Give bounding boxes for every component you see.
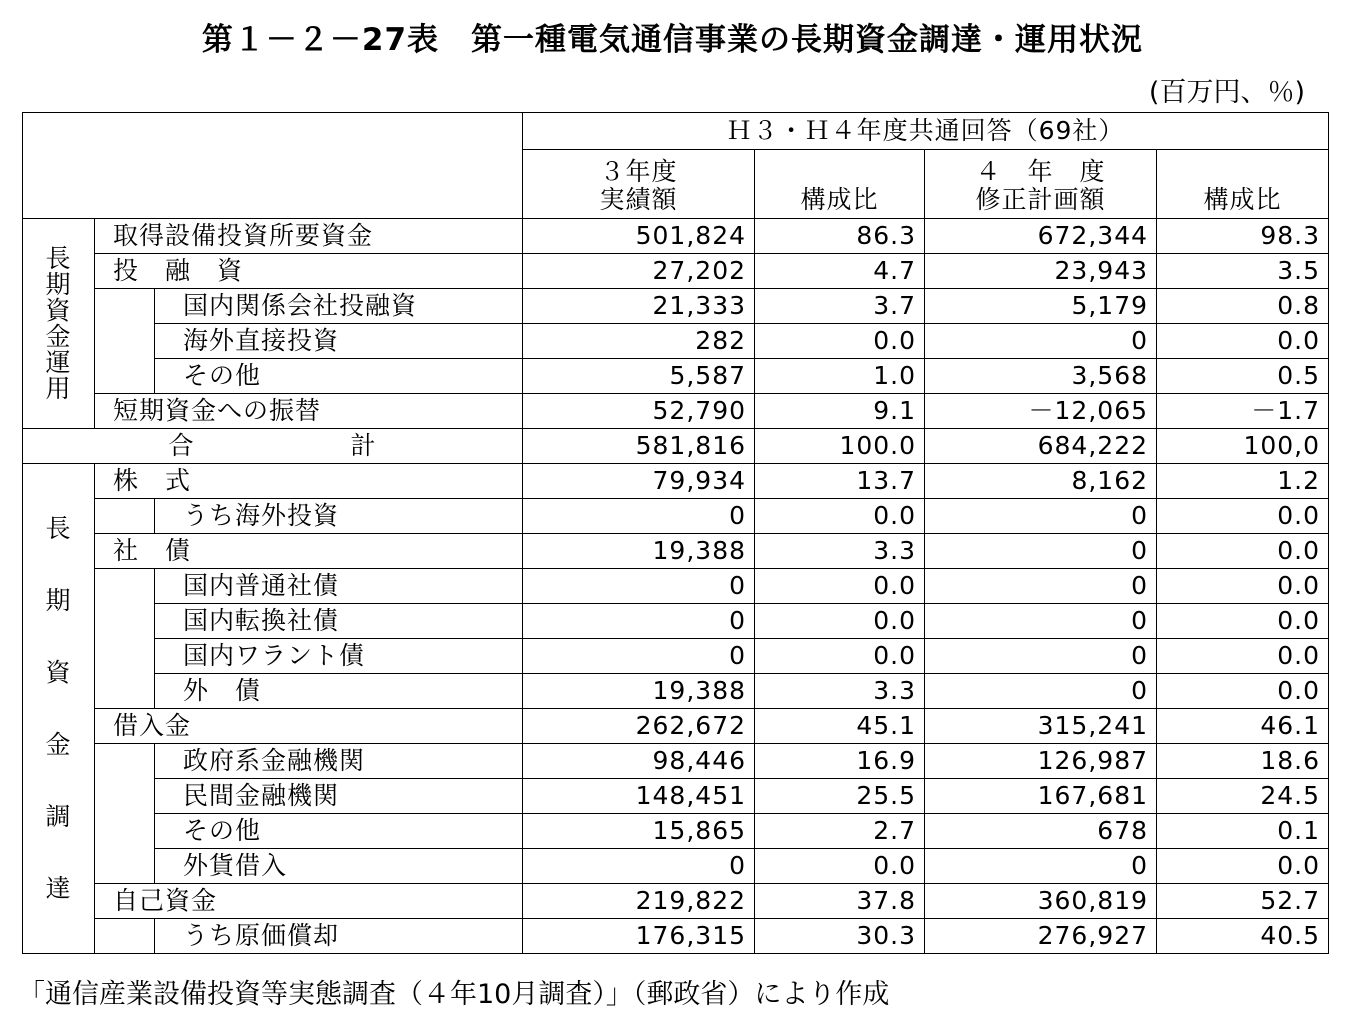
row-label: 自己資金 <box>95 884 523 919</box>
cell-value: 501,824 <box>523 219 755 254</box>
cell-value: 0 <box>925 639 1157 674</box>
funding-table <box>22 112 1329 954</box>
section-unyou-label: 長期資金運用 <box>23 219 95 429</box>
cell-ratio: 0.0 <box>755 604 925 639</box>
cell-value: 5,587 <box>523 359 755 394</box>
cell-ratio: 37.8 <box>755 884 925 919</box>
cell-ratio: 100,0 <box>1157 429 1329 464</box>
cell-value: 176,315 <box>523 919 755 954</box>
header-group: Ｈ３・Ｈ４年度共通回答（69社） <box>523 113 1329 150</box>
total-row <box>23 429 1329 464</box>
table-row <box>23 254 1329 289</box>
cell-value: 581,816 <box>523 429 755 464</box>
indent-cell <box>95 499 155 534</box>
section-chotatsu-label: 長 期 資 金 調 達 <box>23 464 95 954</box>
table-row <box>23 919 1329 954</box>
cell-ratio: 0.0 <box>1157 849 1329 884</box>
cell-ratio: 2.7 <box>755 814 925 849</box>
row-label: 社 債 <box>95 534 523 569</box>
table-row <box>23 849 1329 884</box>
cell-ratio: 4.7 <box>755 254 925 289</box>
table-row <box>23 639 1329 674</box>
table-row <box>23 709 1329 744</box>
cell-ratio: 13.7 <box>755 464 925 499</box>
cell-value: 148,451 <box>523 779 755 814</box>
cell-ratio: 3.3 <box>755 674 925 709</box>
indent-cell <box>95 569 155 709</box>
indent-cell <box>95 919 155 954</box>
cell-ratio: 0.0 <box>1157 499 1329 534</box>
cell-value: 0 <box>523 499 755 534</box>
row-label: 国内ワラント債 <box>155 639 523 674</box>
cell-value: 5,179 <box>925 289 1157 324</box>
header-col3: ４ 年 度 修正計画額 <box>925 150 1157 219</box>
cell-value: 360,819 <box>925 884 1157 919</box>
table-row <box>23 604 1329 639</box>
cell-value: 8,162 <box>925 464 1157 499</box>
cell-value: 0 <box>523 849 755 884</box>
cell-value: 0 <box>523 604 755 639</box>
cell-ratio: 0.0 <box>1157 569 1329 604</box>
table-row <box>23 219 1329 254</box>
cell-ratio: 1.0 <box>755 359 925 394</box>
row-label: 海外直接投資 <box>155 324 523 359</box>
cell-value: 0 <box>925 534 1157 569</box>
table-row <box>23 779 1329 814</box>
cell-ratio: 0.0 <box>1157 639 1329 674</box>
row-label: 国内普通社債 <box>155 569 523 604</box>
row-label: うち海外投資 <box>155 499 523 534</box>
cell-value: 276,927 <box>925 919 1157 954</box>
table-row <box>23 324 1329 359</box>
cell-ratio: 0.8 <box>1157 289 1329 324</box>
cell-ratio: 0.0 <box>755 499 925 534</box>
cell-ratio: 45.1 <box>755 709 925 744</box>
table-row <box>23 359 1329 394</box>
cell-ratio: 3.5 <box>1157 254 1329 289</box>
cell-ratio: 0.0 <box>755 639 925 674</box>
table-row <box>23 884 1329 919</box>
cell-ratio: 25.5 <box>755 779 925 814</box>
source-note: 「通信産業設備投資等実態調査（４年10月調査）」（郵政省）により作成 <box>18 979 890 1010</box>
row-label: その他 <box>155 359 523 394</box>
cell-ratio: 0.0 <box>1157 604 1329 639</box>
table-row <box>23 569 1329 604</box>
cell-value: 98,446 <box>523 744 755 779</box>
cell-ratio: 30.3 <box>755 919 925 954</box>
row-label: 借入金 <box>95 709 523 744</box>
table-row <box>23 464 1329 499</box>
cell-value: 167,681 <box>925 779 1157 814</box>
cell-ratio: 40.5 <box>1157 919 1329 954</box>
cell-ratio: 46.1 <box>1157 709 1329 744</box>
cell-ratio: 3.7 <box>755 289 925 324</box>
cell-value: 15,865 <box>523 814 755 849</box>
cell-value: 0 <box>925 569 1157 604</box>
cell-value: 0 <box>523 569 755 604</box>
cell-ratio: 0.0 <box>1157 324 1329 359</box>
table-row <box>23 744 1329 779</box>
cell-ratio: 52.7 <box>1157 884 1329 919</box>
cell-ratio: 0.5 <box>1157 359 1329 394</box>
row-label: 国内関係会社投融資 <box>155 289 523 324</box>
row-label: 取得設備投資所要資金 <box>95 219 523 254</box>
row-label: 外貨借入 <box>155 849 523 884</box>
cell-ratio: 100.0 <box>755 429 925 464</box>
header-corner <box>23 113 523 219</box>
cell-ratio: 24.5 <box>1157 779 1329 814</box>
cell-value: 282 <box>523 324 755 359</box>
row-label: その他 <box>155 814 523 849</box>
cell-value: 0 <box>523 639 755 674</box>
cell-ratio: －1.7 <box>1157 394 1329 429</box>
cell-value: 219,822 <box>523 884 755 919</box>
cell-value: 0 <box>925 849 1157 884</box>
header-col4: 構成比 <box>1157 150 1329 219</box>
header-col1: ３年度 実績額 <box>523 150 755 219</box>
row-label: 政府系金融機関 <box>155 744 523 779</box>
indent-cell <box>95 744 155 884</box>
cell-value: 126,987 <box>925 744 1157 779</box>
row-label: 外 債 <box>155 674 523 709</box>
row-label: 国内転換社債 <box>155 604 523 639</box>
cell-ratio: 86.3 <box>755 219 925 254</box>
cell-ratio: 98.3 <box>1157 219 1329 254</box>
cell-value: 678 <box>925 814 1157 849</box>
cell-value: 19,388 <box>523 534 755 569</box>
row-label: 投 融 資 <box>95 254 523 289</box>
total-label: 合 計 <box>23 429 523 464</box>
cell-value: 0 <box>925 674 1157 709</box>
table-row <box>23 814 1329 849</box>
cell-value: 23,943 <box>925 254 1157 289</box>
cell-ratio: 0.0 <box>1157 534 1329 569</box>
unit-label: (百万円、％) <box>1148 77 1305 108</box>
cell-ratio: 9.1 <box>755 394 925 429</box>
cell-value: 0 <box>925 604 1157 639</box>
cell-value: 0 <box>925 499 1157 534</box>
cell-value: 27,202 <box>523 254 755 289</box>
cell-value: 52,790 <box>523 394 755 429</box>
cell-ratio: 0.0 <box>755 569 925 604</box>
table-row <box>23 289 1329 324</box>
row-label: 短期資金への振替 <box>95 394 523 429</box>
table-row <box>23 394 1329 429</box>
row-label: うち原価償却 <box>155 919 523 954</box>
cell-value: 0 <box>925 324 1157 359</box>
cell-value: 262,672 <box>523 709 755 744</box>
table-row <box>23 674 1329 709</box>
cell-ratio: 0.1 <box>1157 814 1329 849</box>
cell-value: 79,934 <box>523 464 755 499</box>
row-label: 民間金融機関 <box>155 779 523 814</box>
table-row <box>23 534 1329 569</box>
cell-value: 21,333 <box>523 289 755 324</box>
cell-value: 3,568 <box>925 359 1157 394</box>
page-title: 第１－２－27表 第一種電気通信事業の長期資金調達・運用状況 <box>201 22 1144 58</box>
cell-ratio: 0.0 <box>1157 674 1329 709</box>
header-col2: 構成比 <box>755 150 925 219</box>
cell-ratio: 0.0 <box>755 849 925 884</box>
cell-value: －12,065 <box>925 394 1157 429</box>
indent-cell <box>95 289 155 394</box>
cell-value: 315,241 <box>925 709 1157 744</box>
cell-ratio: 16.9 <box>755 744 925 779</box>
cell-value: 19,388 <box>523 674 755 709</box>
cell-ratio: 1.2 <box>1157 464 1329 499</box>
row-label: 株 式 <box>95 464 523 499</box>
table-row <box>23 499 1329 534</box>
cell-ratio: 3.3 <box>755 534 925 569</box>
cell-ratio: 18.6 <box>1157 744 1329 779</box>
cell-value: 672,344 <box>925 219 1157 254</box>
cell-ratio: 0.0 <box>755 324 925 359</box>
cell-value: 684,222 <box>925 429 1157 464</box>
